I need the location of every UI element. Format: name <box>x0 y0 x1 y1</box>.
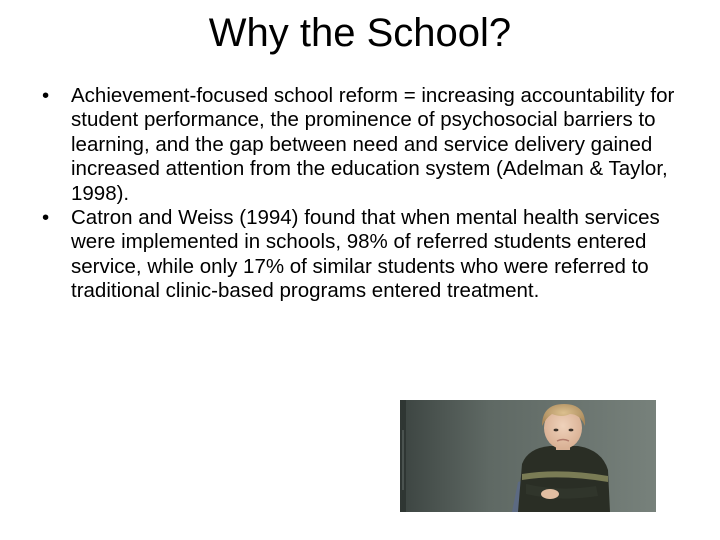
bullet-item <box>42 84 702 206</box>
photo-hand <box>541 489 559 499</box>
sad-child-photo <box>400 400 656 512</box>
slide-title: Why the School? <box>208 11 512 55</box>
bullet-dot: • <box>42 206 50 230</box>
bullet-item <box>42 206 702 304</box>
bullet-list <box>42 84 702 304</box>
sad-child-illustration <box>400 400 656 512</box>
bullet-dot: • <box>42 84 50 107</box>
bullet-text: Achievement-focused school reform = increasing accountability for student performance, the prominence of psychosocial barriers to learning, and the gap between need and service delivery gained increased attention from the education system (Adelman & Taylor, 1998). <box>71 84 675 205</box>
bullet-text: Catron and Weiss (1994) found that when mental health services were implemented in schools, 98% of referred students entered service, while only 17% of similar students who were referred to traditional clinic-based programs entered treatment. <box>71 206 660 303</box>
